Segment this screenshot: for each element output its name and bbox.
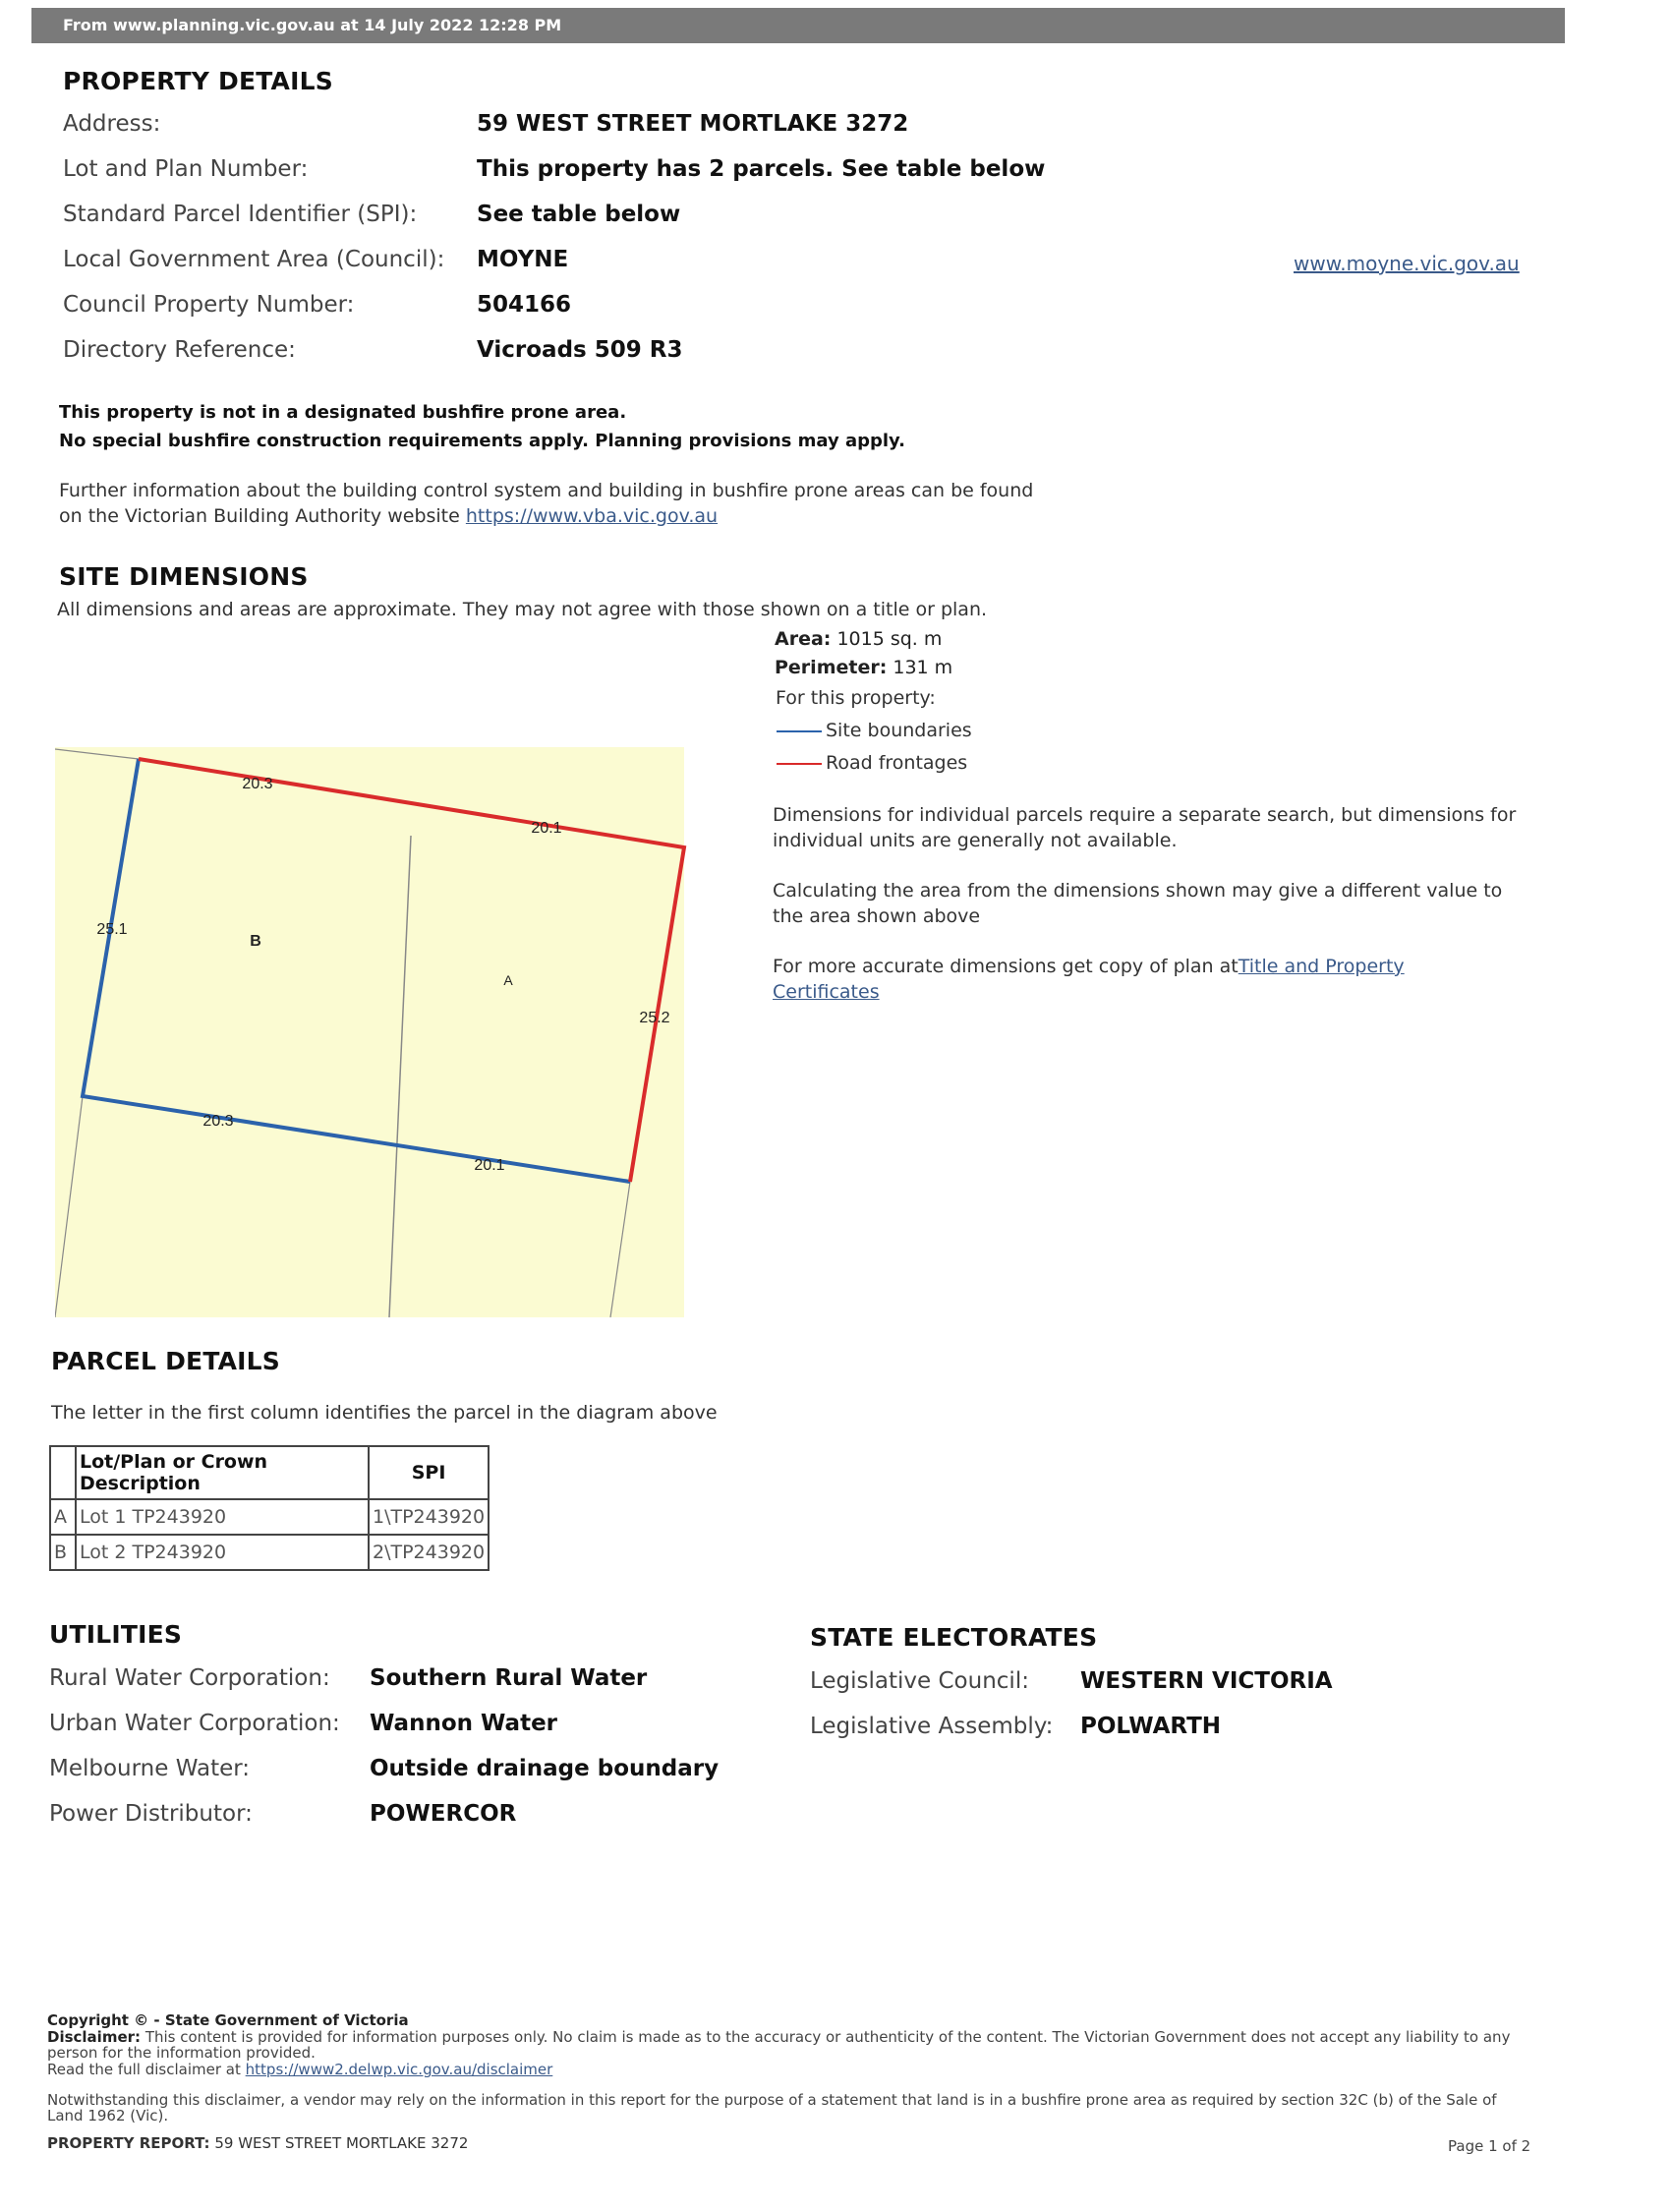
- dim-left: 25.1: [96, 921, 128, 938]
- legislative-assembly-label: Legislative Assembly:: [810, 1714, 1054, 1739]
- site-map: [55, 728, 704, 1317]
- bushfire-status: This property is not in a designated bushfire prone area.: [59, 402, 627, 423]
- parcel-id: A: [50, 1499, 76, 1535]
- dim-bottom-right: 20.1: [474, 1157, 505, 1174]
- disclaimer-link[interactable]: https://www2.delwp.vic.gov.au/disclaimer: [245, 2061, 553, 2078]
- parcel-description: Lot 1 TP243920: [76, 1499, 369, 1535]
- source-banner: [31, 8, 1565, 43]
- notwithstanding-note: Notwithstanding this disclaimer, a vendor may rely on the information in this report for the purpose of a statement that land is in a bushfire prone area as required by section 32C (b) of the Sale of Land 1962 (Vic).: [47, 2091, 1497, 2125]
- bushfire-info-line1: Further information about the building control system and building in bushfire prone areas can be found: [59, 480, 1034, 501]
- power-distributor-value: POWERCOR: [370, 1801, 517, 1827]
- council-value: MOYNE: [477, 247, 569, 272]
- read-full-disclaimer: [47, 2062, 552, 2077]
- rural-water-value: Southern Rural Water: [370, 1665, 648, 1691]
- perimeter-label: Perimeter:: [775, 657, 888, 678]
- perimeter-line: [775, 657, 952, 678]
- council-label: Local Government Area (Council):: [63, 247, 445, 272]
- legend-site-label: Site boundaries: [826, 720, 972, 741]
- legend-road-line: [777, 763, 822, 765]
- council-property-number-label: Council Property Number:: [63, 292, 355, 318]
- parcel-spi: 1\TP243920: [369, 1499, 489, 1535]
- council-website-link[interactable]: www.moyne.vic.gov.au: [1294, 252, 1520, 275]
- spi-header: SPI: [369, 1446, 489, 1499]
- area-calculation-note: Calculating the area from the dimensions shown may give a different value to the area shown above: [773, 880, 1503, 927]
- page-number: Page 1 of 2: [1448, 2137, 1531, 2155]
- disclaimer: [47, 2029, 1512, 2061]
- spi-value: See table below: [477, 202, 681, 227]
- legislative-council-value: WESTERN VICTORIA: [1080, 1668, 1333, 1694]
- power-distributor-label: Power Distributor:: [49, 1801, 253, 1827]
- dim-bottom-left: 20.3: [202, 1113, 234, 1130]
- property-report-address: 59 WEST STREET MORTLAKE 3272: [214, 2134, 469, 2152]
- directory-reference-value: Vicroads 509 R3: [477, 337, 683, 363]
- parcel-spi: 2\TP243920: [369, 1535, 489, 1570]
- area-line: [775, 628, 942, 650]
- description-header: Lot/Plan or Crown Description: [76, 1446, 369, 1499]
- for-this-property: For this property:: [776, 687, 936, 709]
- parcel-description: Lot 2 TP243920: [76, 1535, 369, 1570]
- copyright: Copyright © - State Government of Victoria: [47, 2011, 409, 2029]
- parcel-table-header: [50, 1446, 489, 1499]
- parcel-id-header: [50, 1446, 76, 1499]
- property-report-label: PROPERTY REPORT:: [47, 2134, 210, 2152]
- spi-label: Standard Parcel Identifier (SPI):: [63, 202, 418, 227]
- vba-link[interactable]: https://www.vba.vic.gov.au: [465, 505, 719, 527]
- disclaimer-label: Disclaimer:: [47, 2028, 142, 2046]
- property-details-title: PROPERTY DETAILS: [63, 67, 333, 95]
- title-certificates-link[interactable]: Title and Property Certificates: [773, 956, 1405, 1003]
- utilities-title: UTILITIES: [49, 1620, 183, 1649]
- area-label: Area:: [775, 628, 832, 650]
- melbourne-water-value: Outside drainage boundary: [370, 1756, 720, 1781]
- lot-plan-value: This property has 2 parcels. See table below: [477, 156, 1046, 182]
- table-row: [50, 1535, 489, 1570]
- legislative-assembly-value: POLWARTH: [1080, 1714, 1222, 1739]
- parcel-id: B: [50, 1535, 76, 1570]
- melbourne-water-label: Melbourne Water:: [49, 1756, 251, 1781]
- dim-right: 25.2: [639, 1010, 670, 1026]
- legislative-council-label: Legislative Council:: [810, 1668, 1029, 1694]
- site-dimensions-title: SITE DIMENSIONS: [59, 562, 309, 591]
- dimensions-note: Dimensions for individual parcels require a separate search, but dimensions for individual units are generally not available.: [773, 804, 1517, 851]
- bushfire-info-line2: [59, 503, 1140, 529]
- state-electorates-title: STATE ELECTORATES: [810, 1623, 1098, 1652]
- read-full-text: Read the full disclaimer at: [47, 2061, 241, 2078]
- directory-reference-label: Directory Reference:: [63, 337, 296, 363]
- bushfire-info: [59, 478, 1140, 529]
- property-report-footer: [47, 2135, 468, 2151]
- table-row: [50, 1499, 489, 1535]
- lot-plan-label: Lot and Plan Number:: [63, 156, 309, 182]
- parcel-details-title: PARCEL DETAILS: [51, 1347, 281, 1375]
- perimeter-value: 131 m: [893, 657, 953, 678]
- bushfire-requirements: No special bushfire construction requirements apply. Planning provisions may apply.: [59, 431, 905, 451]
- address-label: Address:: [63, 111, 161, 137]
- legend-site-line: [777, 730, 822, 732]
- site-dimensions-note: All dimensions and areas are approximate. They may not agree with those shown on a title or plan.: [57, 599, 988, 620]
- urban-water-value: Wannon Water: [370, 1711, 558, 1736]
- bushfire-info-line2-text: on the Victorian Building Authority website: [59, 505, 460, 527]
- parcel-details-note: The letter in the first column identifies the parcel in the diagram above: [51, 1402, 718, 1424]
- urban-water-label: Urban Water Corporation:: [49, 1711, 340, 1736]
- source-text: From www.planning.vic.gov.au at 14 July 2022 12:28 PM: [63, 16, 562, 34]
- parcel-label-b: B: [250, 933, 261, 950]
- legend-road-label: Road frontages: [826, 752, 968, 774]
- area-value: 1015 sq. m: [836, 628, 943, 650]
- accurate-dimensions-text: For more accurate dimensions get copy of plan at: [773, 956, 1239, 977]
- dim-top-right: 20.1: [531, 820, 562, 837]
- disclaimer-text: This content is provided for information purposes only. No claim is made as to the accuracy or authenticity of the content. The Victorian Government does not accept any liability to any person for the information provided.: [47, 2028, 1511, 2062]
- parcel-table: [49, 1445, 490, 1571]
- rural-water-label: Rural Water Corporation:: [49, 1665, 330, 1691]
- dim-top-left: 20.3: [242, 776, 273, 792]
- accurate-dimensions-note: [773, 954, 1480, 1005]
- council-property-number-value: 504166: [477, 292, 572, 318]
- address-value: 59 WEST STREET MORTLAKE 3272: [477, 111, 909, 137]
- parcel-label-a: A: [503, 972, 513, 988]
